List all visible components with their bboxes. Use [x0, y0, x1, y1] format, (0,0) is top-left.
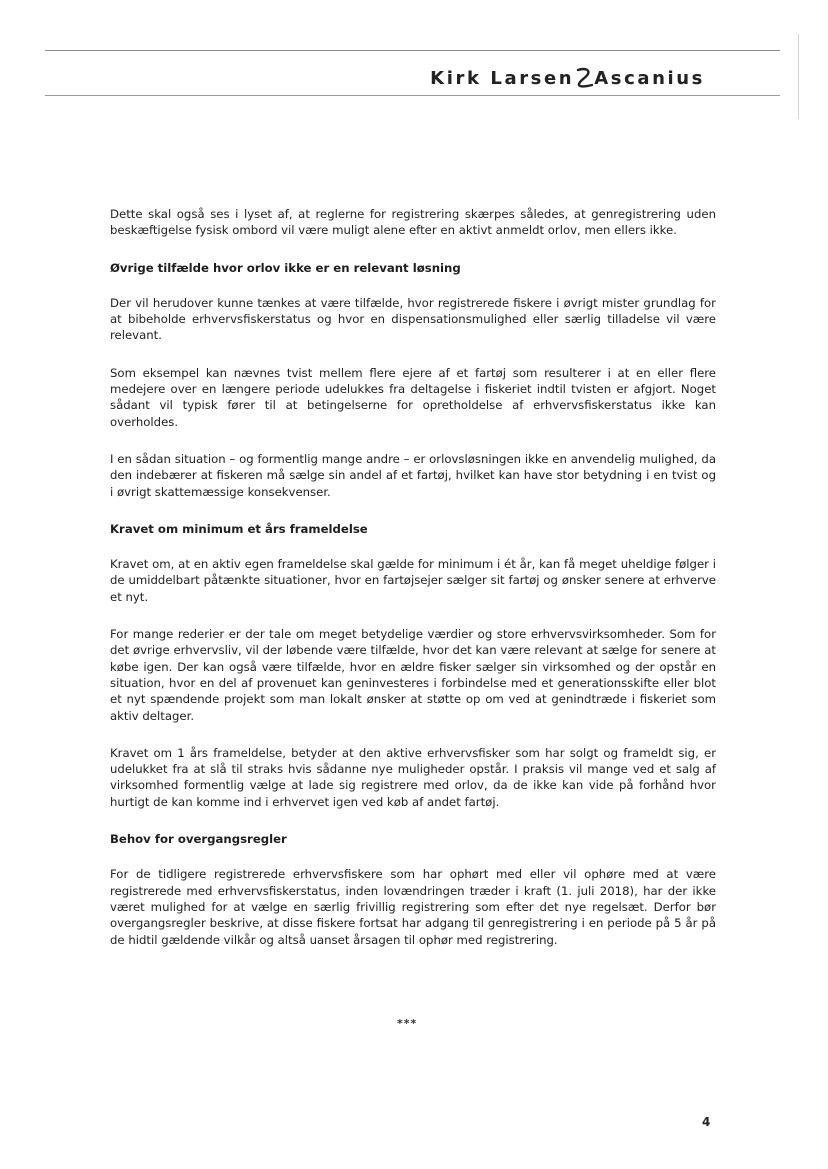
page-number: 4 — [702, 1115, 711, 1129]
paragraph: I en sådan situation – og formentlig mange andre – er orlovsløsningen ikke en anvendelig mulighed, da den indebærer at fiskeren må sælge sin andel af et fartøj, hvilket kan have stor betydning i en tvist og i øvrigt skattemæssige konsekvenser. — [110, 451, 716, 499]
section-heading: Behov for overgangsregler — [110, 832, 287, 847]
document-body — [110, 206, 716, 969]
scan-edge-mark — [798, 34, 799, 119]
company-logo — [430, 62, 705, 89]
paragraph: Der vil herudover kunne tænkes at være tilfælde, hvor registrerede fiskere i øvrigt mister grundlag for at bibeholde erhvervsfiskerstatus og hvor en dispensationsmulighed eller særlig tilladelse vil være relevant. — [110, 295, 716, 343]
logo-text-left: Kirk Larsen — [430, 68, 575, 89]
section-heading: Kravet om minimum et års frameldelse — [110, 521, 368, 536]
section-separator: *** — [397, 1017, 418, 1030]
header-bottom-rule — [45, 95, 780, 96]
section-heading: Øvrige tilfælde hvor orlov ikke er en relevant løsning — [110, 260, 461, 275]
paragraph: Dette skal også ses i lyset af, at reglerne for registrering skærpes således, at genregistrering uden beskæftigelse fysisk ombord vil være muligt alene efter en aktivt anmeldt orlov, men ellers ikke. — [110, 207, 716, 238]
header-top-rule — [45, 50, 780, 51]
paragraph: Som eksempel kan nævnes tvist mellem flere ejere af et fartøj som resulterer i at en eller flere medejere over en længere periode udelukkes fra deltagelse i fiskeriet indtil tvisten er afgjort. Noget sådant vil typisk fører til at betingelserne for opretholdelse af erhvervsfiskerstatus ikke kan overholdes. — [110, 365, 716, 429]
paragraph: Kravet om, at en aktiv egen frameldelse skal gælde for minimum i ét år, kan få meget uheldige følger i de umiddelbart påtænkte situationer, hvor en fartøjsejer sælger sit fartøj og ønsker senere at erhverve et nyt. — [110, 557, 716, 604]
paragraph: For mange rederier er der tale om meget betydelige værdier og store erhvervsvirksomheder. Som for det øvrige erhvervsliv, vil der løbende være tilfælde, hvor det kan være relevant at sælge for senere at købe igen. Der kan også være tilfælde, hvor en ældre fisker sælger sin virksomhed og der opstår en situation, hvor en del af provenuet kan geninvesteres i forbindelse med et generationsskifte eller blot et nyt spændende projekt som man lokalt ønsker at støtte op om ved at genindtræde i fiskeriet som aktiv deltager. — [110, 627, 716, 723]
logo-text-right: Ascanius — [594, 68, 705, 89]
logo-swash-icon — [575, 67, 593, 89]
paragraph: For de tidligere registrerede erhvervsfiskere som har ophørt med eller vil ophøre med at være registrerede med erhvervsfiskerstatus, inden lovændringen træder i kraft (1. juli 2018), har der ikke været mulighed for at vælge en særlig frivillig registrering som efter det nye regelsæt. Derfor bør overgangsregler beskrive, at disse fiskere fortsat har adgang til genregistrering i en periode på 5 år på de hidtil gældende vilkår og altså uanset årsagen til ophør med registrering. — [110, 867, 716, 947]
paragraph: Kravet om 1 års frameldelse, betyder at den aktive erhvervsfisker som har solgt og frameldt sig, er udelukket fra at slå til straks hvis sådanne nye muligheder opstår. I praksis vil mange ved et salg af virksomhed formentlig vælge at lade sig registrere med orlov, da de ikke kan vide på forhånd hvor hurtigt de kan komme ind i erhvervet igen ved køb af andet fartøj. — [110, 745, 716, 809]
